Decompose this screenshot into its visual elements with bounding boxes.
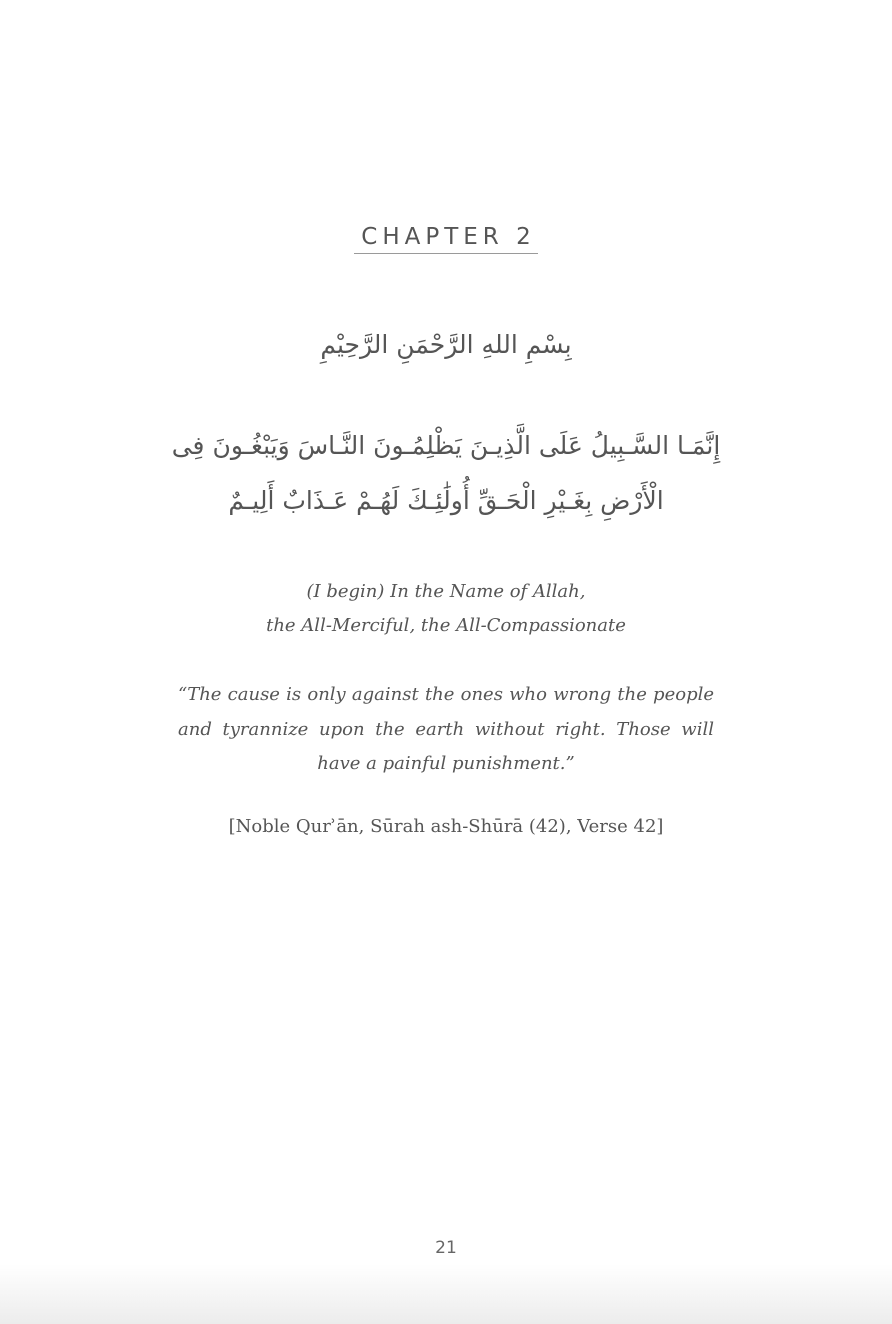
- page-bottom-shadow: [0, 1264, 892, 1324]
- arabic-verse: إِنَّمَـا السَّـبِيلُ عَلَى الَّذِيـنَ يَظْلِمُـونَ النَّـاسَ وَيَبْغُـونَ فِى الْأَرْضِ بِغَـيْرِ الْحَـقِّ أُولَٰئِـكَ لَهُـمْ عَـذَابٌ أَلِيـمٌ: [171, 431, 721, 515]
- verse-translation: “The cause is only against the ones who wrong the people and tyrannize upon the earth without right. Those will have a painful punishment.”: [178, 684, 714, 774]
- basmala-translation: [0, 575, 892, 643]
- basmala-translation-line-1: (I begin) In the Name of Allah,: [306, 581, 586, 602]
- basmala-translation-line-2: the All-Merciful, the All-Compassionate: [266, 615, 626, 636]
- chapter-title: CHAPTER 2: [354, 224, 537, 254]
- arabic-basmala: بِسْمِ اللهِ الرَّحْمَنِ الرَّحِيْمِ: [320, 330, 572, 359]
- chapter-heading: [0, 224, 892, 254]
- verse-reference: [Noble Qurʾān, Sūrah ash-Shūrā (42), Verse 42]: [228, 816, 664, 837]
- page-number: 21: [435, 1238, 457, 1258]
